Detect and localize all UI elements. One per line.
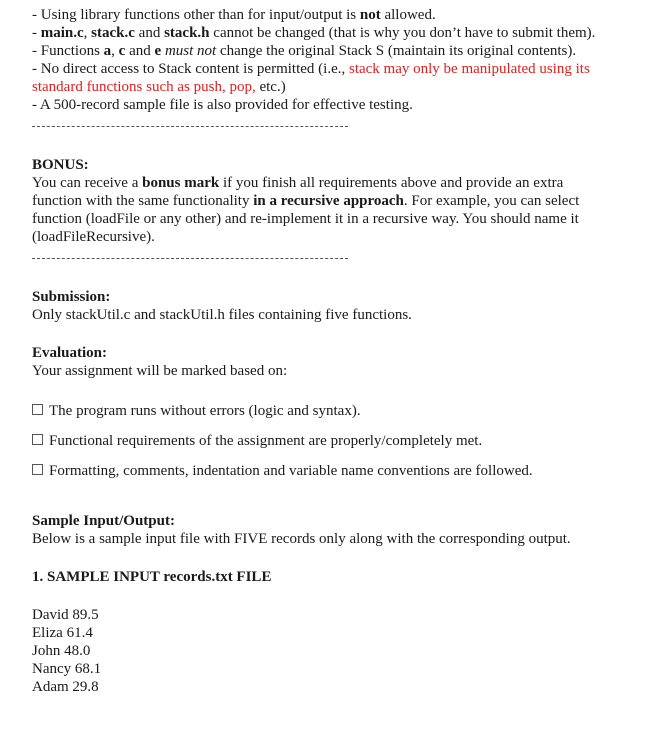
evaluation-heading: Evaluation: (32, 345, 108, 361)
checkbox-icon (32, 434, 43, 445)
dashed-divider-2 (32, 246, 652, 264)
dashed-divider (32, 114, 652, 132)
record-line: John 48.0 (32, 643, 91, 659)
checkbox-icon (32, 464, 43, 475)
checkbox-icon (32, 404, 43, 415)
rule-no-direct-access: - No direct access to Stack content is permitted (i.e., stack may only be manipulated using its (32, 61, 590, 77)
sample-input-heading: 1. SAMPLE INPUT records.txt FILE (32, 569, 272, 585)
record-line: Eliza 61.4 (32, 625, 93, 641)
rule-sample-file: - A 500-record sample file is also provided for effective testing. (32, 97, 413, 113)
submission-text: Only stackUtil.c and stackUtil.h files containing five functions. (32, 307, 412, 323)
record-line: David 89.5 (32, 607, 99, 623)
document-body (32, 6, 652, 696)
bonus-line-1: You can receive a bonus mark if you finish all requirements above and provide an extra (32, 175, 564, 191)
rule-preserve-stack: - Functions a, c and e must not change the original Stack S (maintain its original contents). (32, 43, 577, 59)
sample-text: Below is a sample input file with FIVE records only along with the corresponding output. (32, 531, 571, 547)
evaluation-intro: Your assignment will be marked based on: (32, 363, 288, 379)
record-line: Adam 29.8 (32, 679, 99, 695)
bonus-heading: BONUS: (32, 157, 89, 173)
sample-heading: Sample Input/Output: (32, 513, 175, 529)
bonus-line-2: function with the same functionality in a recursive approach. For example, you can select (32, 193, 580, 209)
bonus-line-4: (loadFileRecursive). (32, 229, 155, 245)
submission-heading: Submission: (32, 289, 111, 305)
bonus-line-3: function (loadFile or any other) and re-implement it in a recursive way. You should name it (32, 211, 579, 227)
rule-library-functions: - Using library functions other than for input/output is not allowed. (32, 7, 436, 23)
rule-no-direct-access-cont: standard functions such as push, pop, etc.) (32, 79, 286, 95)
evaluation-item: Functional requirements of the assignment are properly/completely met. (32, 432, 652, 462)
evaluation-item: The program runs without errors (logic and syntax). (32, 402, 652, 432)
record-line: Nancy 68.1 (32, 661, 102, 677)
evaluation-item: Formatting, comments, indentation and variable name conventions are followed. (32, 462, 652, 492)
rule-unchangeable-files: - main.c, stack.c and stack.h cannot be changed (that is why you don’t have to submit them). (32, 25, 596, 41)
